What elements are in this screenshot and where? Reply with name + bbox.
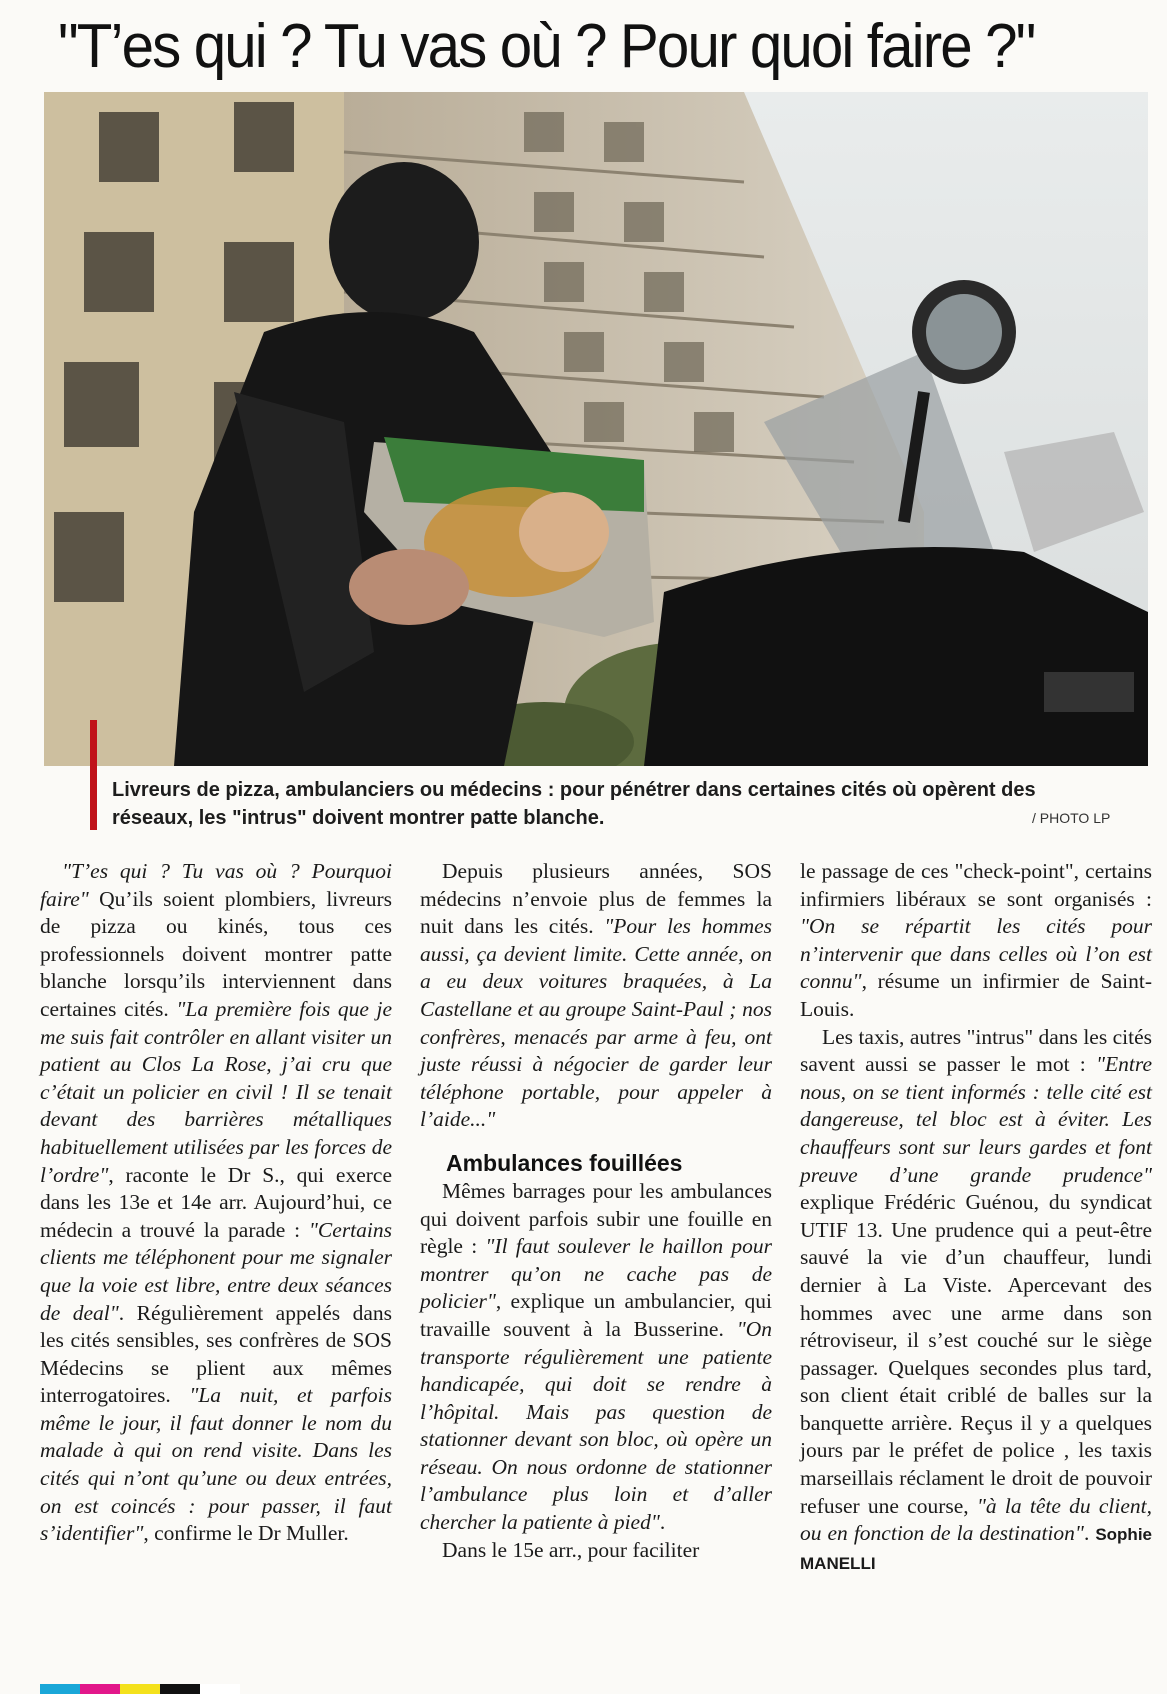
author-signature: Sophie MANELLI xyxy=(800,1525,1152,1573)
body-text: . xyxy=(659,1510,666,1535)
quote: "Il faut soulever le haillon pour montrer qu’on ne cache pas de policier" xyxy=(420,1234,772,1314)
article-photo xyxy=(44,92,1148,766)
body-text: . xyxy=(1083,1521,1096,1546)
photo-caption: Livreurs de pizza, ambulanciers ou médecins : pour pénétrer dans certaines cités où opèrent des réseaux, les "intrus" doivent montrer patte blanche. xyxy=(112,779,1036,829)
color-swatch xyxy=(40,1684,80,1694)
body-text: , résume un infirmier de Saint-Louis. xyxy=(800,969,1152,1021)
body-text: Les taxis, autres "intrus" dans les cités savent aussi se passer le mot : xyxy=(800,1024,1152,1077)
quote: "On transporte régulièrement une patiente handicapée, qui doit se rendre à l’hôpital. Mais pas question de stationner devant son bloc, où opère un réseau. On nous ordonne de stationner l’ambulance plus loin et d’aller chercher la patiente à pied" xyxy=(420,1316,772,1535)
article-column-2 xyxy=(420,858,772,1564)
quote: "T’es qui ? Tu vas où ? Pourquoi faire" xyxy=(40,859,392,911)
color-swatch xyxy=(80,1684,120,1694)
body-text: le passage de ces "check-point", certains infirmiers libéraux se sont organisés : xyxy=(800,859,1152,911)
color-swatch xyxy=(200,1684,240,1694)
body-text: Depuis plusieurs années, SOS médecins n’envoie plus de femmes la nuit dans les cités. xyxy=(420,859,772,939)
quote: "Certains clients me téléphonent pour me signaler que la voie est libre, entre deux séances de deal" xyxy=(40,1217,392,1325)
body-text: explique Frédéric Guénou, du syndicat UTIF 13. Une prudence qui a peut-être sauvé la vie d’un chauffeur, lundi dernier à La Viste. Apercevant des hommes avec une arme dans son rétroviseur, il s’est couché sur le siège passager. Quelques secondes plus tard, son client était criblé de balles sur la banquette arrière. Reçus il y a quelques jours par le préfet de police , les taxis marseillais réclament le droit de pouvoir refuser une course, xyxy=(800,1190,1152,1518)
quote: "La nuit, et parfois même le jour, il faut donner le nom du malade à qui on rend visite. Dans les cités qui n’ont qu’une ou deux entrées, on est coincés : pour passer, il faut s’identifier" xyxy=(40,1383,392,1546)
body-text: , confirme le Dr Muller. xyxy=(143,1521,349,1546)
column-3-paragraph-2 xyxy=(800,1024,1152,1578)
body-text: Qu’ils soient plombiers, livreurs de pizza ou kinés, tous ces professionnels doivent montrer patte blanche lorsqu’ils interviennent dans certaines cités. xyxy=(40,886,392,1021)
quote: "Pour les hommes aussi, ça devient limite. Cette année, on a eu deux voitures braquées, à La Castellane et au groupe Saint-Paul ; nos confrères, menacés par arme à feu, ont juste réussi à négocier de garder leur téléphone portable, pour appeler à l’aide..." xyxy=(420,914,773,1132)
body-text: , explique un ambulancier, qui travaille souvent à la Busserine. xyxy=(420,1289,772,1341)
photo-credit: / PHOTO LP xyxy=(1032,810,1111,826)
quote: "Entre nous, on se tient informés : telle cité est dangereuse, tel bloc est à éviter. Les chauffeurs sont sur leurs gardes et font preuve d’une grande prudence" xyxy=(800,1052,1152,1187)
body-text: Mêmes barrages pour les ambulances qui doivent parfois subir une fouille en règle : xyxy=(420,1178,772,1259)
column-2-paragraph-1 xyxy=(420,858,772,1134)
quote: "La première fois que je me suis fait contrôler en allant visiter un patient au Clos La Rose, j’ai cru que c’était un policier en civil ! Il se tenait devant des barrières métalliques habituellement utilisées par les forces de l’ordre" xyxy=(40,996,393,1187)
headline: "T’es qui ? Tu vas où ? Pour quoi faire ?" xyxy=(58,12,1035,81)
column-3-paragraph-1 xyxy=(800,858,1152,1024)
column-1-paragraph xyxy=(40,858,392,1548)
body-text: Dans le 15e arr., pour faciliter xyxy=(442,1537,700,1562)
article-column-1 xyxy=(40,858,392,1548)
caption-accent-bar xyxy=(90,720,97,830)
color-swatch xyxy=(120,1684,160,1694)
body-text: . Régulièrement appelés dans les cités sensibles, ses confrères de SOS Médecins se plient aux mêmes interrogatoires. xyxy=(40,1300,392,1408)
quote: "à la tête du client, ou en fonction de la destination" xyxy=(800,1493,1152,1546)
column-2-paragraph-2 xyxy=(420,1178,772,1537)
subheading: Ambulances fouillées xyxy=(446,1149,683,1176)
column-2-paragraph-3 xyxy=(420,1537,772,1565)
print-color-strip xyxy=(40,1684,240,1694)
quote: "On se répartit les cités pour n’intervenir que dans celles où l’on est connu" xyxy=(800,914,1152,994)
color-swatch xyxy=(160,1684,200,1694)
body-text: , raconte le Dr S., qui exerce dans les 13e et 14e arr. Aujourd’hui, ce médecin a trouvé la parade : xyxy=(40,1162,392,1242)
article-column-3 xyxy=(800,858,1152,1577)
